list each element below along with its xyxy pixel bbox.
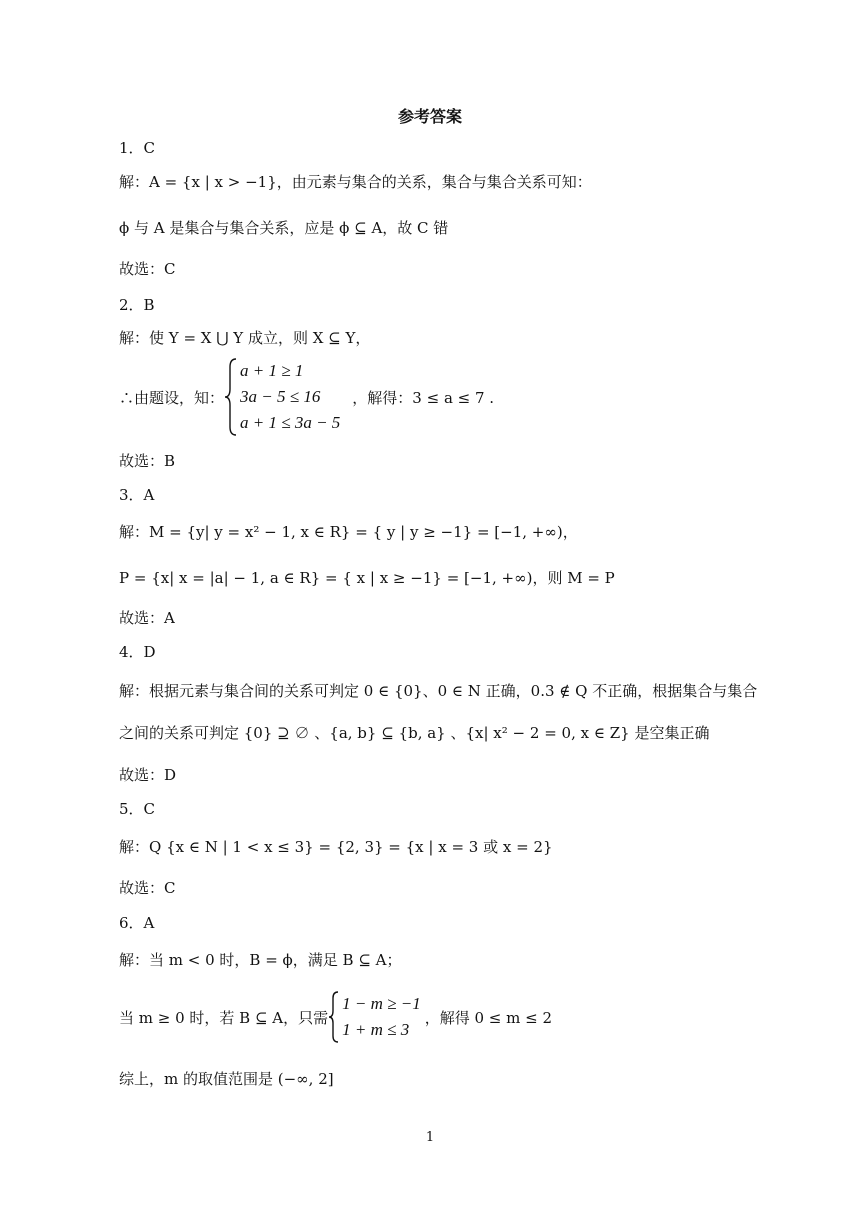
answer-2-heading: 2．B xyxy=(119,296,155,314)
answer-2-system xyxy=(119,357,494,437)
system-row-2: 1 + m ≤ 3 xyxy=(342,1020,410,1039)
system-row-1: a + 1 ≥ 1 xyxy=(240,361,304,380)
answer-2-solution: 解：使 Y = X ⋃ Y 成立，则 X ⊆ Y， xyxy=(119,329,371,347)
left-brace-icon xyxy=(224,357,238,437)
answer-6-heading: 6．A xyxy=(119,914,155,932)
answer-3-heading: 3．A xyxy=(119,486,155,504)
left-brace-icon xyxy=(328,990,340,1044)
answer-3-solution-m: 解：M = {y| y = x² − 1, x ∈ R} = { y | y ≥ −1} = [−1, +∞)， xyxy=(119,523,578,541)
system-prefix: ∴由题设，知： xyxy=(119,388,225,407)
answer-2-choice: 故选：B xyxy=(119,452,176,470)
system-row-3: a + 1 ≤ 3a − 5 xyxy=(240,413,341,432)
system-result: ，解得：3 ≤ a ≤ 7 . xyxy=(352,388,495,407)
answer-6-case-1: 解：当 m < 0 时，B = ϕ，满足 B ⊆ A； xyxy=(119,951,402,969)
answer-3-choice: 故选：A xyxy=(119,609,175,627)
answer-1-explanation: ϕ 与 A 是集合与集合关系，应是 ϕ ⊆ A，故 C 错 xyxy=(119,219,449,237)
answer-5-solution: 解：Q {x ∈ N | 1 < x ≤ 3} = {2, 3} = {x | x = 3 或 x = 2} xyxy=(119,838,553,856)
answer-4-choice: 故选：D xyxy=(119,766,177,784)
answer-5-heading: 5．C xyxy=(119,800,156,818)
answer-4-solution-2: 之间的关系可判定 {0} ⊇ ∅ 、{a, b} ⊆ {b, a} 、{x| x² − 2 = 0, x ∈ Z} 是空集正确 xyxy=(119,724,710,742)
answer-5-choice: 故选：C xyxy=(119,879,176,897)
answer-3-solution-p: P = {x| x = |a| − 1, a ∈ R} = { x | x ≥ −1} = [−1, +∞)，则 M = P xyxy=(119,569,615,587)
answer-6-system xyxy=(119,990,552,1044)
answer-6-conclusion: 综上，m 的取值范围是 (−∞, 2] xyxy=(119,1070,334,1088)
answer-1-solution: 解：A = {x | x > −1}，由元素与集合的关系，集合与集合关系可知： xyxy=(119,173,592,191)
answer-4-solution-1: 解：根据元素与集合间的关系可判定 0 ∈ {0}、0 ∈ N 正确，0.3 ∉ Q 不正确，根据集合与集合 xyxy=(119,682,758,700)
answer-1-choice: 故选：C xyxy=(119,260,176,278)
page-title: 参考答案 xyxy=(397,107,462,126)
page-number: 1 xyxy=(425,1130,435,1145)
system-row-1: 1 − m ≥ −1 xyxy=(342,994,421,1013)
system-prefix: 当 m ≥ 0 时，若 B ⊆ A，只需 xyxy=(119,1008,329,1027)
answer-1-heading: 1．C xyxy=(119,139,156,157)
system-result: ，解得 0 ≤ m ≤ 2 xyxy=(424,1008,552,1027)
answer-4-heading: 4．D xyxy=(119,643,156,661)
system-row-2: 3a − 5 ≤ 16 xyxy=(240,387,321,406)
